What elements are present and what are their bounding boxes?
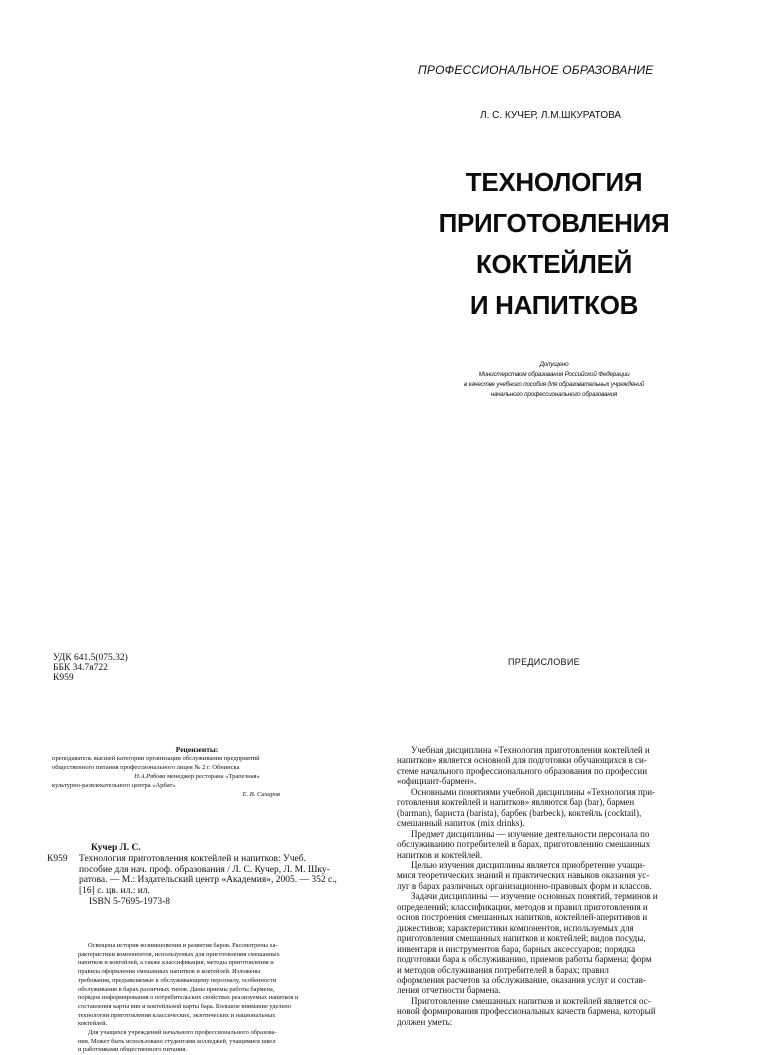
preface-line: Предмет дисциплины — изучение деятельности персонала по [411, 828, 650, 839]
reviewer-line [52, 772, 342, 781]
preface-line: готовления коктейлей и напитков» являются бар (bar), бармен [397, 797, 635, 808]
book-title-line: ТЕХНОЛОГИЯ [465, 167, 643, 197]
preface-line: напитков» является основной для подготовки обучающихся в си- [397, 755, 647, 766]
annotation-line: технологии приготовления классических, экзотических и национальных [78, 1011, 276, 1019]
annotation-line: Для учащихся учреждений начального профессионального образова- [88, 1029, 277, 1037]
biblio-row [47, 854, 343, 865]
classification-codes [53, 653, 128, 683]
biblio-author: Кучер Л. С. [91, 843, 141, 853]
preface-line: должен уметь: [397, 1016, 453, 1027]
preface-line: оформления расчетов за обслуживание, оказания услуг и состав- [397, 974, 646, 985]
annotation-line: Освещена история возникновения и развития баров. Рассмотрены ха- [88, 942, 278, 949]
reviewer-role: менеджер ресторана «Трапезная» [167, 773, 260, 780]
approval-line: Допущено [539, 361, 569, 368]
preface-line: дижестивов; характеристики компонентов, используемых для [397, 922, 634, 933]
preface-heading: ПРЕДИСЛОВИЕ [508, 657, 580, 667]
reviewer-line: общественного питания профессионального лицея № 2 г. Обнинска [52, 764, 240, 771]
k-code: К959 [53, 673, 74, 683]
book-title-line: КОКТЕЙЛЕЙ [475, 249, 633, 279]
reviewer-name: Е. В. Сахаров [242, 791, 280, 798]
preface-line: основ построения смешанных напитков, коктейлей-аперитивов и [397, 912, 648, 923]
biblio-line: ратова. — М.: Издательский центр «Академия», 2005. — 352 с., [79, 875, 337, 886]
preface-line: Основными понятиями учебной дисциплины «Технология при- [411, 786, 656, 797]
preface-line: ления отчетности бармена. [397, 985, 501, 996]
preface-line: мися теоретических знаний и практических навыков оказания ус- [397, 870, 650, 881]
preface-line: подготовки бара к обслуживанию, приемов работы бармена; форм [397, 954, 652, 965]
reviewer-line: преподаватель высшей категории организации обслуживания предприятий [52, 755, 260, 762]
series-title: ПРОФЕССИОНАЛЬНОЕ ОБРАЗОВАНИЕ [418, 63, 654, 77]
annotation-line: обслуживания в барах различных типов. Даны приемы работы бармена, [78, 985, 275, 993]
preface-line: смешанный напиток (mix drinks). [397, 818, 525, 829]
annotation-line: порядок информирования о потребительских свойствах реализуемых напитков и [78, 994, 299, 1002]
approval-line: в качестве учебного пособия для образовательных учреждений [463, 381, 645, 388]
annotation [78, 942, 343, 1055]
preface-line: (barman), бариста (barista), барбек (barbeck), коктейль (cocktail), [397, 807, 642, 818]
preface-line: луг в барах различных организационно-правовых форм и классов. [397, 880, 652, 891]
reviewers-block [52, 745, 342, 799]
biblio-isbn: ISBN 5-7695-1973-8 [89, 896, 171, 907]
annotation-line: ния. Может быть использовано студентами колледжей, учащимися школ [78, 1037, 276, 1045]
annotation-line: правила оформления смешанных напитков и коктейлей. Изложены [78, 968, 261, 976]
annotation-line: требования, предъявляемые к обслуживающему персоналу, особенности [78, 976, 277, 984]
annotation-line: коктейлей. [78, 1020, 108, 1028]
biblio-line: Технология приготовления коктейлей и напитков: Учеб. [79, 853, 306, 864]
reviewer-name: Н.А.Рябова [134, 773, 166, 780]
annotation-line: и работниками общественного питания. [78, 1046, 187, 1054]
approval-line: начального профессионального образования [490, 391, 618, 398]
book-title [400, 162, 708, 326]
preface-line: Задачи дисциплины — изучение основных понятий, терминов и [411, 891, 658, 902]
preface-line: Приготовление смешанных напитков и коктейлей является ос- [411, 995, 651, 1006]
preface-line: напитков и коктейлей. [397, 849, 483, 860]
preface-line: Учебная дисциплина «Технология приготовления коктейлей и [411, 745, 650, 755]
biblio-line: [16] с. цв. ил.: ил. [79, 886, 150, 897]
annotation-line: рактеристики компонентов, используемых для приготовления смешанных [78, 950, 280, 958]
preface-line: Целью изучения дисциплины является приобретение учащи- [411, 859, 646, 870]
bibliographic-record [47, 843, 343, 908]
bbk-code: ББК 34.7я722 [53, 663, 108, 673]
book-authors: Л. С. КУЧЕР, Л.М.ШКУРАТОВА [480, 110, 622, 121]
biblio-code: К959 [47, 853, 68, 864]
preface-line: определений; классификации, методов и правил приготовления и [397, 901, 648, 912]
annotation-line: напитков и коктейлей, а также классификация, методы приготовления и [78, 959, 274, 967]
approval-note [440, 360, 668, 400]
reviewer-line: культурно-развлекательного центра «Арбат» [52, 782, 176, 789]
reviewers-heading: Рецензенты: [175, 745, 219, 754]
preface-line: стеме начального профессионального образования по профессии [397, 765, 648, 776]
book-title-line: ПРИГОТОВЛЕНИЯ [438, 208, 670, 238]
annotation-line: составления карты вин и коктейльной карты бара. Большое внимание уделено [78, 1002, 291, 1010]
preface-line: новой формирования профессиональных качеств бармена, который [397, 1006, 656, 1017]
preface-line: «официант-бармен». [397, 776, 477, 787]
udk-code: УДК 641.5(075.32) [53, 653, 128, 663]
biblio-line: пособие для нач. проф. образования / Л. С. Кучер, Л. М. Шку- [79, 864, 330, 875]
book-title-line: И НАПИТКОВ [469, 290, 639, 320]
approval-line: Министерством образования Российской Федерации [478, 371, 630, 378]
preface-line: приготовления смешанных напитков и коктейлей; видов посуды, [397, 933, 646, 944]
preface-line: и методов обслуживания потребителей в барах; правил [397, 964, 609, 975]
preface-line: обслуживанию потребителей в барах, приготовлению смешанных [397, 839, 651, 850]
preface-body [397, 745, 689, 1027]
preface-line: инвентаря и инструментов бара, барных аксессуаров; порядка [397, 943, 636, 954]
